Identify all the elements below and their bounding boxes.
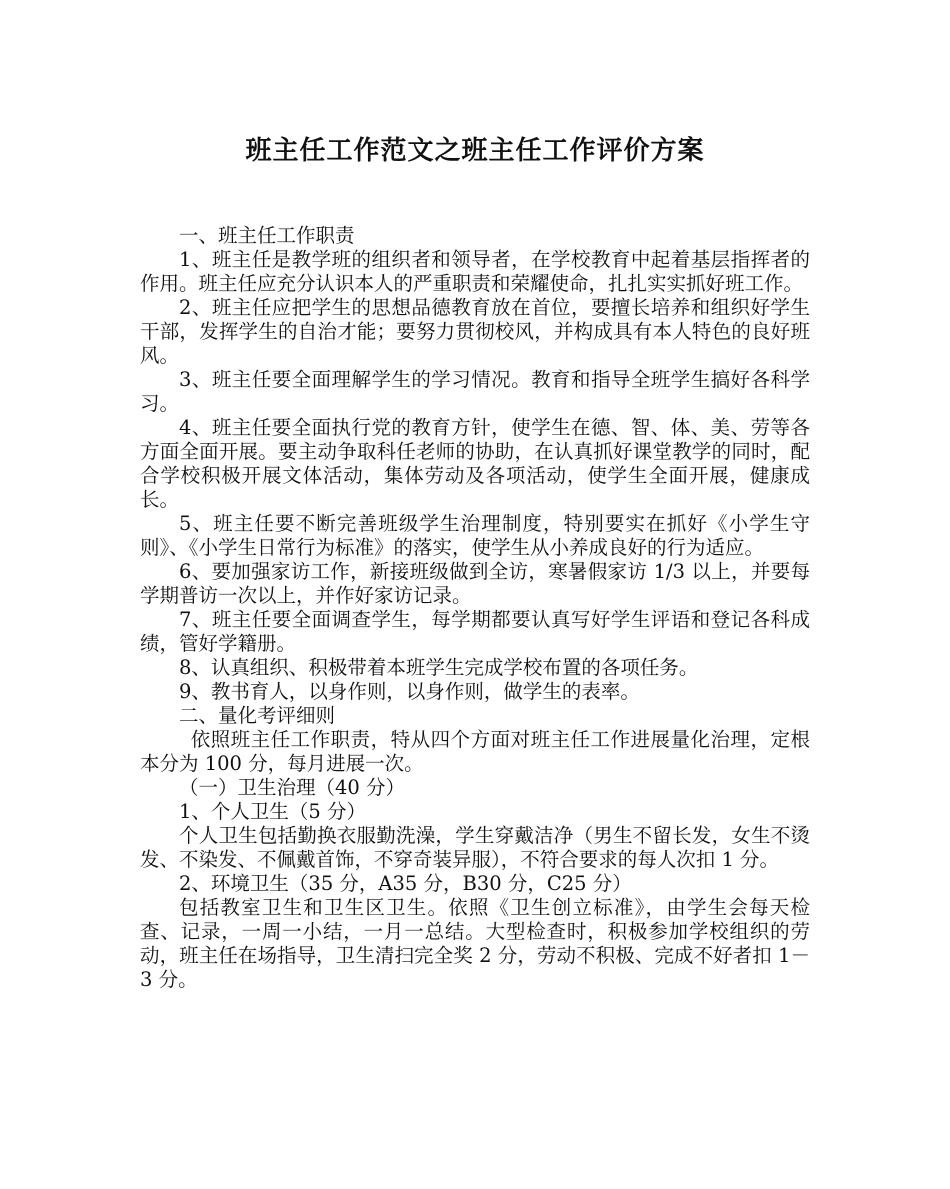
paragraph: 3、班主任要全面理解学生的学习情况。教育和指导全班学生搞好各科学习。 (140, 368, 810, 415)
paragraph: 2、班主任应把学生的思想品德教育放在首位，要擅长培养和组织好学生干部，发挥学生的自治才能；要努力贯彻校风，并构成具有本人特色的良好班风。 (140, 296, 810, 367)
paragraph: 9、教书育人，以身作则，以身作则，做学生的表率。 (179, 680, 640, 703)
paragraph: 4、班主任要全面执行党的教育方针，使学生在德、智、体、美、劳等各方面全面开展。要主动争取科任老师的协助，在认真抓好课堂教学的同时，配合学校积极开展文体活动，集体劳动及各项活动，使学生全面开展，健康成长。 (140, 416, 810, 511)
paragraph: 7、班主任要全面调查学生，每学期都要认真写好学生评语和登记各科成绩，管好学籍册。 (140, 608, 810, 655)
paragraph: 包括教室卫生和卫生区卫生。依照《卫生创立标准》，由学生会每天检查、记录，一周一小结，一月一总结。大型检查时，积极参加学校组织的劳动，班主任在场指导，卫生清扫完全奖 2 分，劳动不积极、完成不好者扣 1－3 分。 (140, 896, 810, 991)
item-heading: 2、环境卫生（35 分，A35 分，B30 分，C25 分） (179, 872, 632, 895)
document-body (140, 224, 810, 992)
document-title: 班主任工作范文之班主任工作评价方案 (245, 136, 705, 166)
document-page (140, 130, 810, 992)
subsection-heading: （一）卫生治理（40 分） (179, 776, 406, 799)
paragraph: 依照班主任工作职责，特从四个方面对班主任工作进展量化治理，定根本分为 100 分，每月进展一次。 (140, 728, 810, 775)
paragraph: 5、班主任要不断完善班级学生治理制度，特别要实在抓好《小学生守则》、《小学生日常行为标准》的落实，使学生从小养成良好的行为适应。 (140, 512, 810, 559)
paragraph: 8、认真组织、积极带着本班学生完成学校布置的各项任务。 (179, 656, 699, 679)
section-heading: 二、量化考评细则 (179, 704, 336, 727)
paragraph: 个人卫生包括勤换衣服勤洗澡，学生穿戴洁净（男生不留长发，女生不烫发、不染发、不佩戴首饰，不穿奇装异服），不符合要求的每人次扣 1 分。 (140, 824, 810, 871)
paragraph: 1、班主任是教学班的组织者和领导者，在学校教育中起着基层指挥者的作用。班主任应充分认识本人的严重职责和荣耀使命，扎扎实实抓好班工作。 (140, 248, 810, 295)
paragraph: 6、要加强家访工作，新接班级做到全访，寒暑假家访 1/3 以上，并要每学期普访一次以上，并作好家访记录。 (140, 560, 810, 607)
section-heading: 一、班主任工作职责 (179, 224, 355, 247)
item-heading: 1、个人卫生（5 分） (179, 800, 367, 823)
